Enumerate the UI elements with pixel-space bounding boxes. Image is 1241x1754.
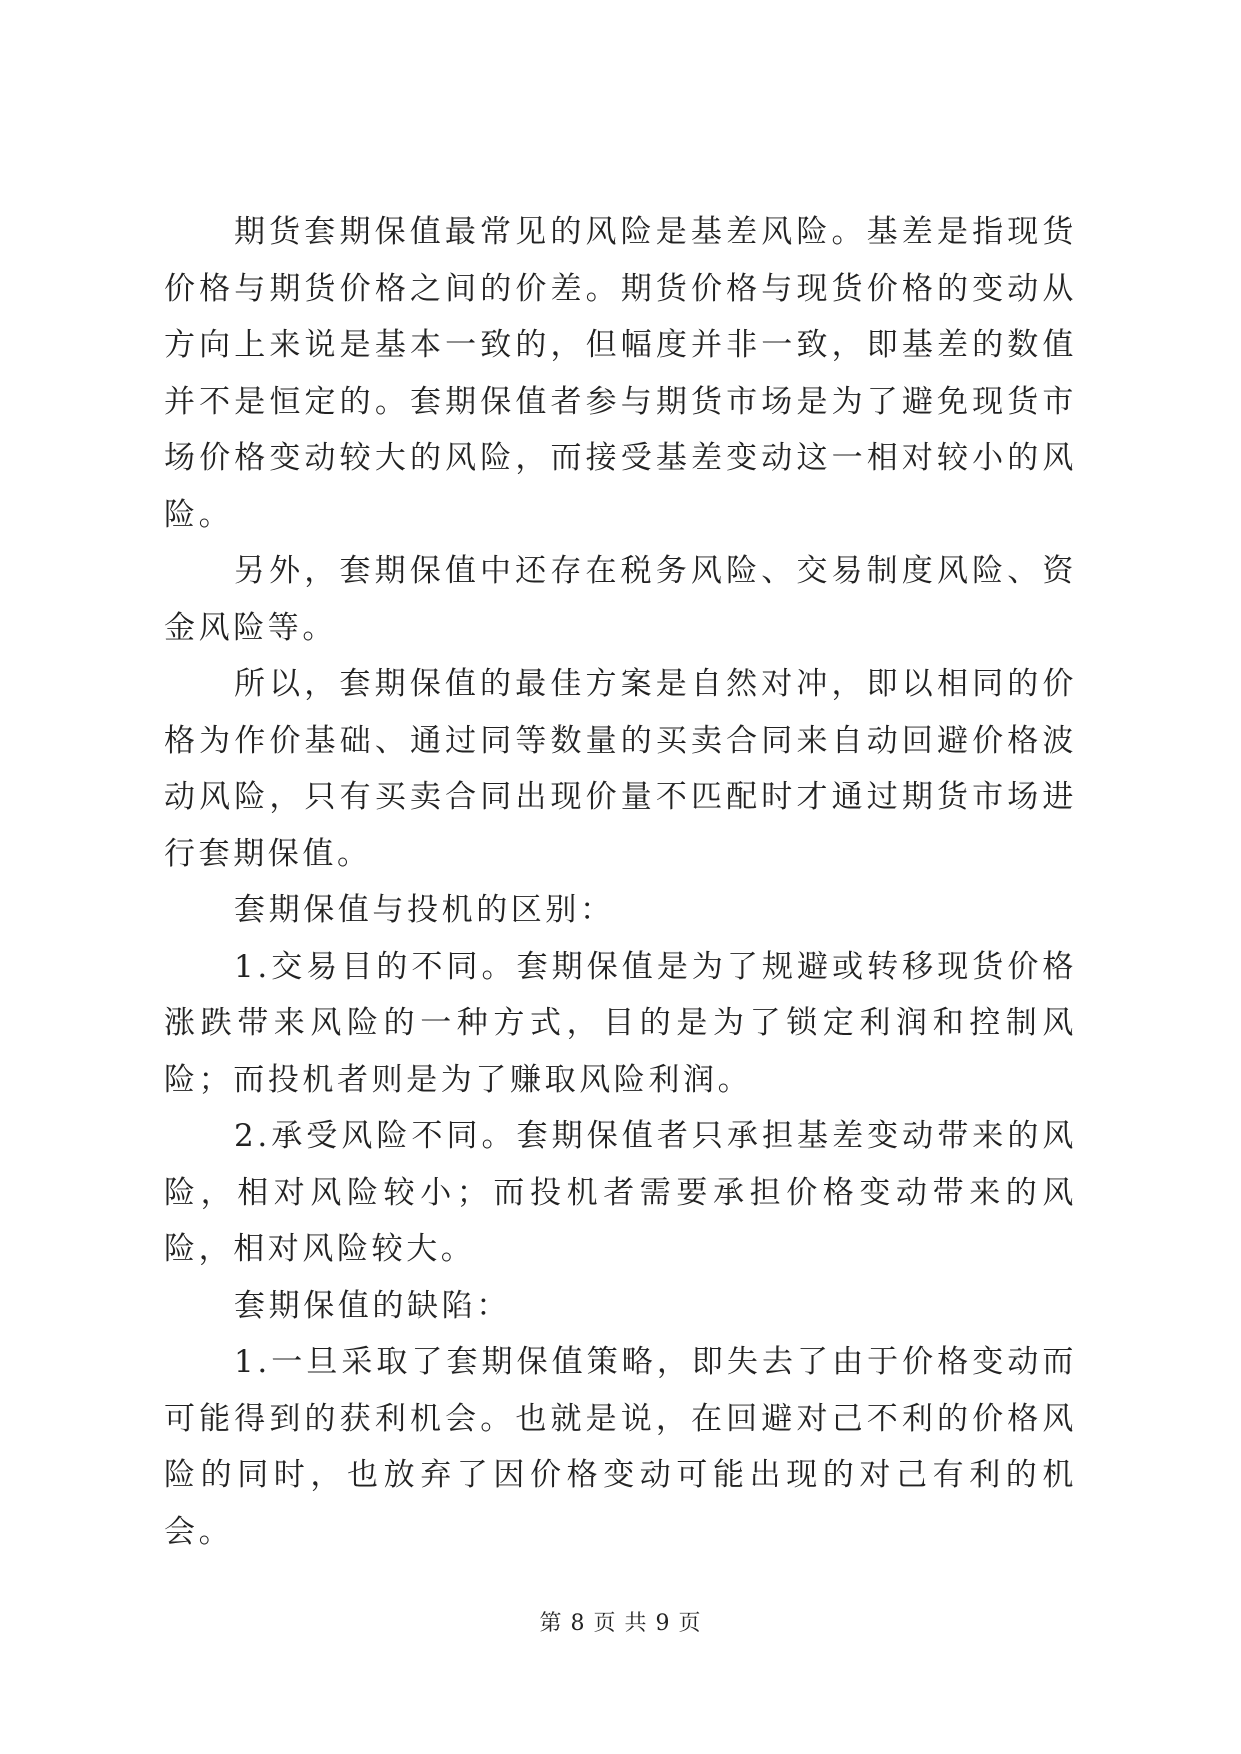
paragraph-best-scheme: 所以，套期保值的最佳方案是自然对冲，即以相同的价格为作价基础、通过同等数量的买卖合同来自动回避价格波动风险，只有买卖合同出现价量不匹配时才通过期货市场进行套期保值。 (164, 666, 1077, 872)
page-number-footer: 第 8 页 共 9 页 (539, 1611, 702, 1636)
heading-hedge-vs-speculation: 套期保值与投机的区别： (234, 892, 615, 928)
list-item-risk-bearing: 2.承受风险不同。套期保值者只承担基差变动带来的风险，相对风险较小；而投机者需要承担价格变动带来的风险，相对风险较大。 (164, 1118, 1077, 1267)
heading-hedge-defects: 套期保值的缺陷： (234, 1287, 511, 1324)
list-item-lost-opportunity: 1.一旦采取了套期保值策略，即失去了由于价格变动而可能得到的获利机会。也就是说，在回避对己不利的价格风险的同时，也放弃了因价格变动可能出现的对己有利的机会。 (164, 1344, 1077, 1550)
list-item-trade-purpose: 1.交易目的不同。套期保值是为了规避或转移现货价格涨跌带来风险的一种方式，目的是为了锁定利润和控制风险；而投机者则是为了赚取风险利润。 (164, 948, 1077, 1098)
document-body (164, 204, 1077, 1560)
paragraph-other-risks: 另外，套期保值中还存在税务风险、交易制度风险、资金风险等。 (164, 553, 1077, 646)
paragraph-basis-risk: 期货套期保值最常见的风险是基差风险。基差是指现货价格与期货价格之间的价差。期货价格与现货价格的变动从方向上来说是基本一致的，但幅度并非一致，即基差的数值并不是恒定的。套期保值者参与期货市场是为了避免现货市场价格变动较大的风险，而接受基差变动这一相对较小的风险。 (164, 214, 1077, 533)
